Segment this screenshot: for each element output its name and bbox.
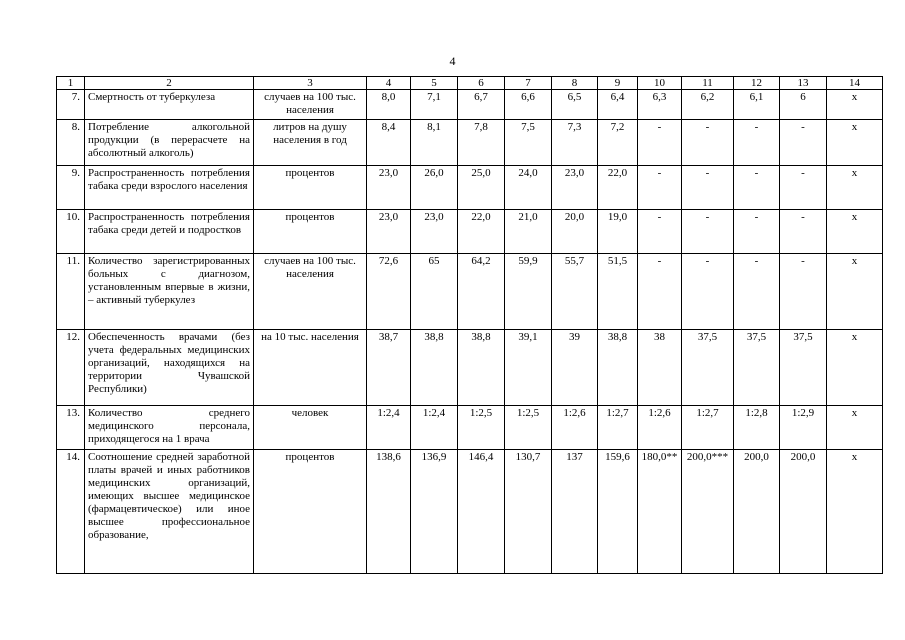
indicator-name: Количество зарегистрированных больных с диагнозом, установленным впервые в жизни, – активный туберкулез	[85, 254, 254, 330]
value-cell: 37,5	[682, 330, 734, 406]
value-cell: 38,8	[458, 330, 505, 406]
value-cell: 72,6	[367, 254, 411, 330]
value-cell: 8,4	[367, 120, 411, 166]
value-cell: 6,6	[505, 90, 552, 120]
header-row	[57, 77, 883, 90]
value-cell: 23,0	[552, 166, 598, 210]
row-number: 10.	[57, 210, 85, 254]
value-cell: 24,0	[505, 166, 552, 210]
row-number: 11.	[57, 254, 85, 330]
value-cell: 7,2	[598, 120, 638, 166]
header-cell: 13	[780, 77, 827, 90]
header-cell: 6	[458, 77, 505, 90]
value-cell: -	[682, 210, 734, 254]
indicator-name: Потребление алкогольной продукции (в перерасчете на абсолютный алкоголь)	[85, 120, 254, 166]
value-cell: 1:2,5	[458, 406, 505, 450]
header-cell: 10	[638, 77, 682, 90]
value-cell: 7,3	[552, 120, 598, 166]
table-body	[57, 90, 883, 574]
header-cell: 8	[552, 77, 598, 90]
unit-cell: процентов	[254, 166, 367, 210]
row-number: 12.	[57, 330, 85, 406]
value-cell: 200,0	[734, 450, 780, 574]
indicator-name: Смертность от туберкулеза	[85, 90, 254, 120]
value-cell: 7,1	[411, 90, 458, 120]
value-cell: 22,0	[458, 210, 505, 254]
column-14-cell: х	[827, 166, 883, 210]
value-cell: -	[638, 166, 682, 210]
table-row	[57, 166, 883, 210]
value-cell: 38,8	[598, 330, 638, 406]
value-cell: -	[780, 166, 827, 210]
column-14-cell: х	[827, 90, 883, 120]
column-14-cell: х	[827, 450, 883, 574]
value-cell: -	[780, 120, 827, 166]
value-cell: -	[734, 210, 780, 254]
value-cell: 55,7	[552, 254, 598, 330]
value-cell: 1:2,6	[638, 406, 682, 450]
value-cell: 136,9	[411, 450, 458, 574]
value-cell: 1:2,4	[411, 406, 458, 450]
table-row	[57, 406, 883, 450]
value-cell: 21,0	[505, 210, 552, 254]
header-cell: 12	[734, 77, 780, 90]
value-cell: 146,4	[458, 450, 505, 574]
value-cell: 39	[552, 330, 598, 406]
indicators-table	[56, 76, 883, 574]
value-cell: 1:2,5	[505, 406, 552, 450]
table-row	[57, 254, 883, 330]
value-cell: -	[638, 120, 682, 166]
value-cell: 6,7	[458, 90, 505, 120]
value-cell: 38	[638, 330, 682, 406]
header-cell: 5	[411, 77, 458, 90]
value-cell: -	[734, 120, 780, 166]
value-cell: 1:2,7	[598, 406, 638, 450]
value-cell: 130,7	[505, 450, 552, 574]
indicator-name: Распространенность потребления табака среди детей и подростков	[85, 210, 254, 254]
value-cell: 200,0	[780, 450, 827, 574]
value-cell: 20,0	[552, 210, 598, 254]
value-cell: 6,4	[598, 90, 638, 120]
value-cell: 19,0	[598, 210, 638, 254]
value-cell: -	[780, 254, 827, 330]
row-number: 9.	[57, 166, 85, 210]
unit-cell: человек	[254, 406, 367, 450]
value-cell: 8,0	[367, 90, 411, 120]
table-row	[57, 210, 883, 254]
column-14-cell: х	[827, 330, 883, 406]
value-cell: 1:2,9	[780, 406, 827, 450]
value-cell: 1:2,7	[682, 406, 734, 450]
value-cell: 59,9	[505, 254, 552, 330]
indicator-name: Соотношение средней заработной платы врачей и иных работников медицинских организаций, имеющих высшее медицинское (фармацевтическое) или иное высшее профессиональное образование,	[85, 450, 254, 574]
indicator-name: Количество среднего медицинского персонала, приходящегося на 1 врача	[85, 406, 254, 450]
value-cell: 1:2,4	[367, 406, 411, 450]
header-cell: 2	[85, 77, 254, 90]
table-row	[57, 90, 883, 120]
column-14-cell: х	[827, 254, 883, 330]
header-cell: 7	[505, 77, 552, 90]
table-row	[57, 120, 883, 166]
unit-cell: случаев на 100 тыс. населения	[254, 90, 367, 120]
header-cell: 9	[598, 77, 638, 90]
column-14-cell: х	[827, 210, 883, 254]
value-cell: 6,3	[638, 90, 682, 120]
value-cell: -	[682, 254, 734, 330]
value-cell: 37,5	[734, 330, 780, 406]
value-cell: 23,0	[367, 210, 411, 254]
table-row	[57, 450, 883, 574]
value-cell: 200,0***	[682, 450, 734, 574]
unit-cell: процентов	[254, 210, 367, 254]
unit-cell: на 10 тыс. населения	[254, 330, 367, 406]
value-cell: 26,0	[411, 166, 458, 210]
value-cell: -	[734, 166, 780, 210]
value-cell: 137	[552, 450, 598, 574]
value-cell: 22,0	[598, 166, 638, 210]
value-cell: 23,0	[367, 166, 411, 210]
value-cell: -	[638, 210, 682, 254]
value-cell: -	[682, 166, 734, 210]
unit-cell: литров на душу населения в год	[254, 120, 367, 166]
unit-cell: случаев на 100 тыс. населения	[254, 254, 367, 330]
value-cell: 8,1	[411, 120, 458, 166]
value-cell: 64,2	[458, 254, 505, 330]
column-14-cell: х	[827, 406, 883, 450]
value-cell: 6,5	[552, 90, 598, 120]
value-cell: -	[734, 254, 780, 330]
value-cell: 65	[411, 254, 458, 330]
header-cell: 4	[367, 77, 411, 90]
indicator-name: Обеспеченность врачами (без учета федеральных медицинских организаций, находящихся на территории Чувашской Республики)	[85, 330, 254, 406]
value-cell: 1:2,8	[734, 406, 780, 450]
indicator-name: Распространенность потребления табака среди взрослого населения	[85, 166, 254, 210]
value-cell: -	[780, 210, 827, 254]
value-cell: -	[638, 254, 682, 330]
value-cell: 6,1	[734, 90, 780, 120]
table-header	[57, 77, 883, 90]
row-number: 14.	[57, 450, 85, 574]
value-cell: 7,8	[458, 120, 505, 166]
header-cell: 14	[827, 77, 883, 90]
value-cell: 159,6	[598, 450, 638, 574]
value-cell: 38,8	[411, 330, 458, 406]
value-cell: 1:2,6	[552, 406, 598, 450]
table-row	[57, 330, 883, 406]
header-cell: 1	[57, 77, 85, 90]
value-cell: 38,7	[367, 330, 411, 406]
unit-cell: процентов	[254, 450, 367, 574]
value-cell: 25,0	[458, 166, 505, 210]
value-cell: 180,0**	[638, 450, 682, 574]
header-cell: 11	[682, 77, 734, 90]
row-number: 8.	[57, 120, 85, 166]
value-cell: -	[682, 120, 734, 166]
column-14-cell: х	[827, 120, 883, 166]
value-cell: 6,2	[682, 90, 734, 120]
page-number: 4	[449, 54, 456, 68]
value-cell: 37,5	[780, 330, 827, 406]
row-number: 7.	[57, 90, 85, 120]
value-cell: 23,0	[411, 210, 458, 254]
value-cell: 7,5	[505, 120, 552, 166]
value-cell: 51,5	[598, 254, 638, 330]
value-cell: 39,1	[505, 330, 552, 406]
value-cell: 138,6	[367, 450, 411, 574]
value-cell: 6	[780, 90, 827, 120]
row-number: 13.	[57, 406, 85, 450]
header-cell: 3	[254, 77, 367, 90]
